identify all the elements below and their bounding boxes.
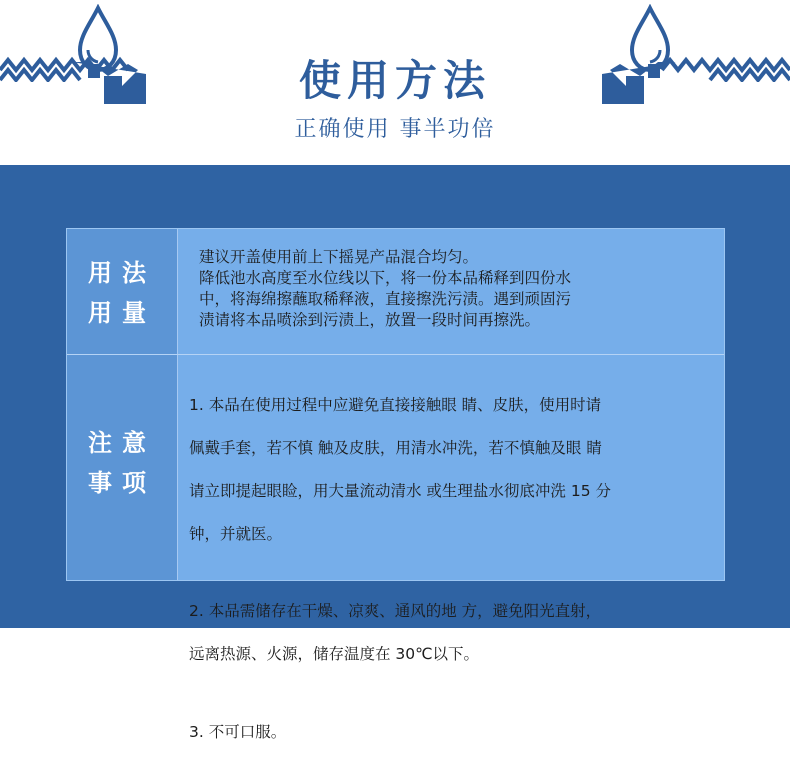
notes-text <box>189 373 706 778</box>
note-item-2: 2. 本品需储存在干燥、凉爽、通风的地 方，避免阳光直射， 远离热源、火源，储存温度在 30℃以下。 <box>189 602 602 663</box>
page-title: 使用方法 <box>298 56 491 105</box>
header <box>0 0 790 165</box>
usage-label-cell <box>67 229 178 354</box>
notes-label-cell <box>67 355 178 580</box>
usage-row <box>67 229 724 355</box>
note-item-1: 1. 本品在使用过程中应避免直接接触眼 睛、皮肤，使用时请 佩戴手套，若不慎 触及皮肤，用清水冲洗，若不慎触及眼 睛 请立即提起眼睑，用大量流动清水 或生理盐水彻底冲洗 15 分 钟，并就医。 <box>189 395 612 543</box>
usage-label: 用法 用量 <box>88 259 156 327</box>
instructions-section <box>0 165 790 741</box>
page-subtitle: 正确使用 事半功倍 <box>294 117 496 142</box>
note-item-3: 3. 不可口服。 <box>189 722 287 741</box>
usage-text: 建议开盖使用前上下摇晃产品混合均匀。 降低池水高度至水位线以下，将一份本品稀释到四份水 中，将海绵擦蘸取稀释液，直接擦洗污渍。遇到顽固污 渍请将本品喷涂到污渍上，放置一段时间再擦洗。 <box>199 248 572 329</box>
instructions-table <box>66 228 725 741</box>
notes-label: 注意 事项 <box>88 429 156 497</box>
notes-row <box>67 355 724 741</box>
